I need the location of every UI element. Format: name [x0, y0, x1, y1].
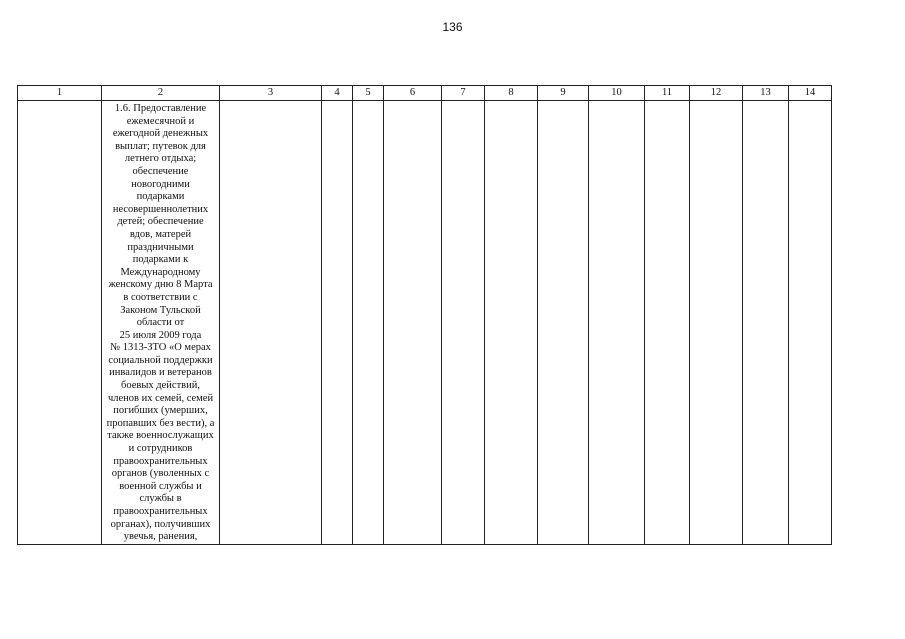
- description-line: области от: [136, 317, 185, 329]
- description-line: правоохранительных: [113, 506, 208, 517]
- description-line: ежемесячной и: [126, 115, 195, 127]
- row-cell-4: [322, 101, 353, 545]
- description-line: в соответствии с: [123, 291, 198, 303]
- row-cell-12: [690, 101, 743, 545]
- description-line: подарками: [136, 191, 185, 203]
- header-cell-13: 13: [743, 86, 789, 101]
- description-line: ежегодной денежных: [112, 128, 209, 140]
- header-cell-8: 8: [485, 86, 538, 101]
- header-cell-10: 10: [589, 86, 645, 101]
- description-line: инвалидов и ветеранов: [109, 367, 212, 379]
- header-cell-3: 3: [220, 86, 322, 101]
- description-line: обеспечение: [132, 165, 189, 177]
- description-line: вдов, матерей: [129, 228, 192, 240]
- description-text: [102, 101, 219, 544]
- description-line: военной службы и: [119, 480, 202, 492]
- description-line: погибших (умерших,: [113, 405, 208, 417]
- description-line: боевых действий,: [121, 380, 200, 392]
- description-line: женскому дню 8 Марта: [108, 279, 213, 291]
- header-cell-5: 5: [353, 86, 384, 101]
- description-line: подарками к: [132, 254, 189, 266]
- description-line: органов (уволенных с: [111, 468, 210, 480]
- row-cell-7: [442, 101, 485, 545]
- row-cell-3: [220, 101, 322, 545]
- description-line: пропавших без вести), а: [106, 417, 215, 429]
- description-line: выплат; путевок для: [115, 140, 206, 152]
- description-line: детей; обеспечение: [117, 216, 204, 228]
- page-number: 136: [442, 20, 463, 34]
- header-cell-12: 12: [690, 86, 743, 101]
- description-line: праздничными: [127, 241, 194, 253]
- header-cell-9: 9: [538, 86, 589, 101]
- description-line: органах), получивших: [110, 518, 211, 530]
- row-cell-5: [353, 101, 384, 545]
- description-line: летнего отдыха;: [124, 153, 197, 165]
- description-line: и сотрудников: [128, 443, 193, 455]
- row-cell-11: [645, 101, 690, 545]
- description-line: социальной поддержки: [108, 354, 213, 366]
- description-line: Законом Тульской: [120, 304, 201, 316]
- header-cell-1: 1: [18, 86, 102, 101]
- row-cell-14: [789, 101, 832, 545]
- header-cell-6: 6: [384, 86, 442, 101]
- description-line: 25 июля 2009 года: [119, 329, 202, 341]
- description-line: правоохранительных: [113, 455, 208, 467]
- header-cell-14: 14: [789, 86, 832, 101]
- header-cell-2: 2: [102, 86, 220, 101]
- header-cell-4: 4: [322, 86, 353, 101]
- row-cell-2-description: [102, 101, 220, 545]
- description-line: службы в: [139, 493, 182, 505]
- row-cell-1: [18, 101, 102, 545]
- description-line: несовершеннолетних: [112, 203, 209, 215]
- description-line: 1.6. Предоставление: [114, 103, 207, 114]
- row-cell-6: [384, 101, 442, 545]
- row-cell-10: [589, 101, 645, 545]
- header-cell-7: 7: [442, 86, 485, 101]
- row-cell-8: [485, 101, 538, 545]
- table-row: [18, 101, 832, 545]
- description-line: новогодними: [131, 178, 190, 190]
- description-line: № 1313-ЗТО «О мерах: [110, 342, 211, 354]
- row-cell-13: [743, 101, 789, 545]
- description-line: увечья, ранения,: [123, 531, 198, 543]
- description-line: членов их семей, семей: [107, 392, 214, 404]
- description-line: также военнослужащих: [107, 430, 214, 442]
- header-cell-11: 11: [645, 86, 690, 101]
- data-table: [17, 85, 832, 545]
- header-row: [18, 86, 832, 101]
- description-line: Международному: [120, 266, 201, 278]
- row-cell-9: [538, 101, 589, 545]
